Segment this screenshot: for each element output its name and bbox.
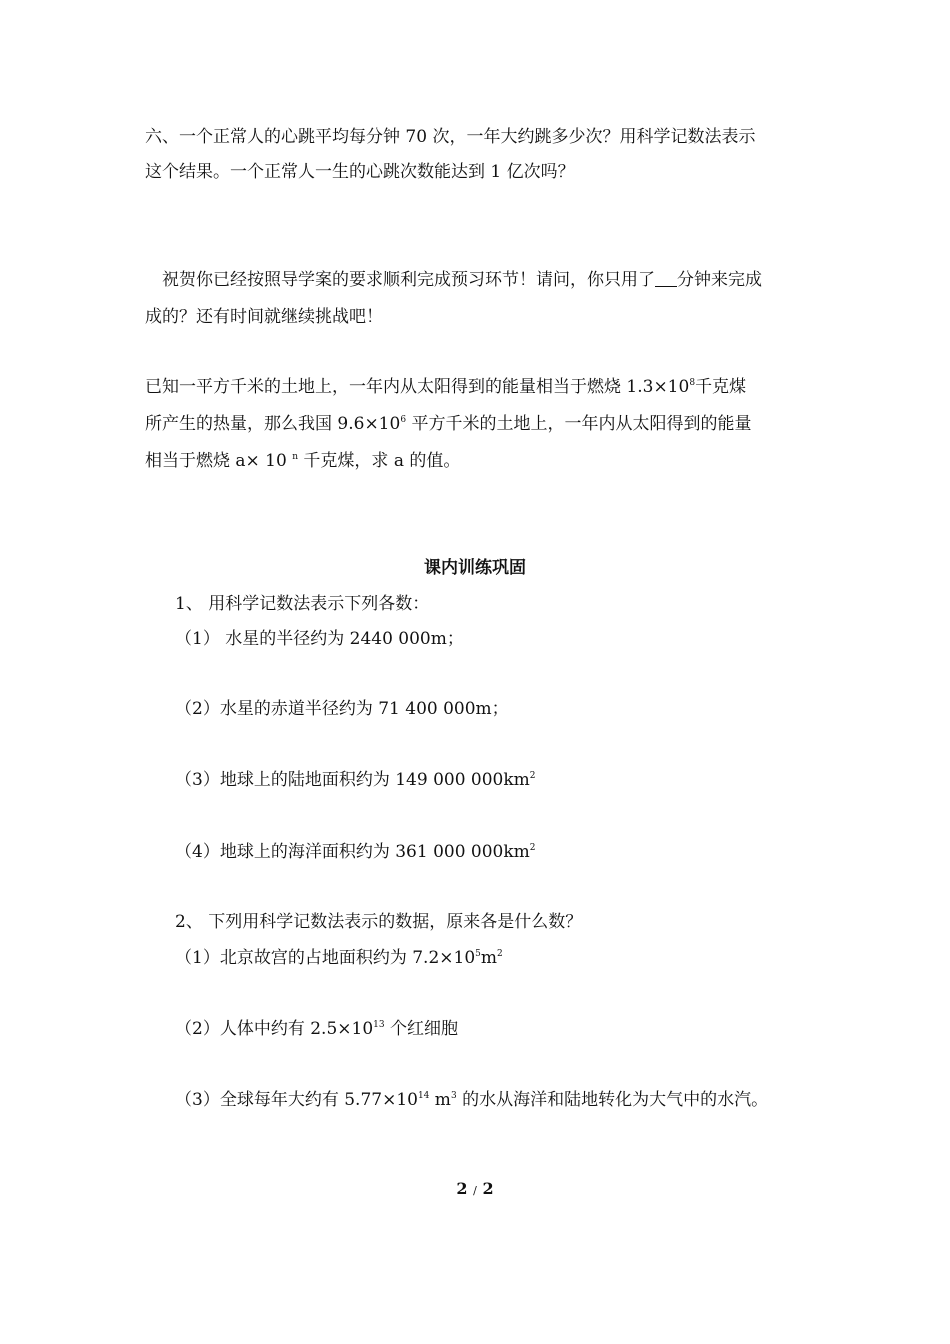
unit: m bbox=[480, 948, 497, 968]
q6-line-1: 六、一个正常人的心跳平均每分钟 70 次，一年大约跳多少次？用科学记数法表示 bbox=[145, 127, 756, 147]
challenge-line-2 bbox=[145, 412, 751, 436]
exponent: 2 bbox=[529, 771, 536, 781]
congrats-line-1 bbox=[162, 268, 762, 292]
q1-item-1 bbox=[175, 627, 464, 651]
challenge-l3-text: 相当于燃烧 a× 10 bbox=[145, 451, 293, 471]
q1-item-2 bbox=[175, 697, 509, 721]
q1-item-4-text: （4）地球上的海洋面积约为 361 000 000km bbox=[175, 842, 530, 862]
exponent: 2 bbox=[497, 949, 503, 959]
q2-item-3-text: （3）全球每年大约有 5.77×10 bbox=[175, 1090, 418, 1110]
q1-item-1-text: （1） 水星的半径约为 2440 000m； bbox=[175, 629, 464, 649]
challenge-l2-text: 所产生的热量，那么我国 9.6×10 bbox=[145, 414, 401, 434]
minutes-blank bbox=[655, 268, 677, 287]
q2-title: 2、 下列用科学记数法表示的数据，原来各是什么数？ bbox=[175, 912, 583, 932]
page-total: 2 bbox=[482, 1179, 494, 1198]
exponent: 2 bbox=[529, 843, 536, 853]
q2-item-1 bbox=[175, 946, 503, 970]
exponent: 13 bbox=[373, 1020, 385, 1030]
section-title: 课内训练巩固 bbox=[424, 558, 526, 578]
q2-item-3-tail: 的水从海洋和陆地转化为大气中的水汽。 bbox=[456, 1090, 769, 1110]
exponent: n bbox=[292, 452, 299, 462]
q2-item-2-text: （2）人体中约有 2.5×10 bbox=[175, 1019, 374, 1039]
q1-item-2-text: （2）水星的赤道半径约为 71 400 000m； bbox=[175, 699, 509, 719]
exponent: 8 bbox=[689, 378, 696, 388]
page-number bbox=[0, 1178, 950, 1202]
exponent: 5 bbox=[475, 949, 481, 959]
challenge-l1-text: 已知一平方千米的土地上，一年内从太阳得到的能量相当于燃烧 1.3×10 bbox=[145, 377, 690, 397]
challenge-line-1 bbox=[145, 375, 746, 399]
congrats-line-2: 成的？还有时间就继续挑战吧！ bbox=[145, 307, 383, 327]
q1-item-3 bbox=[175, 768, 536, 792]
exponent: 14 bbox=[417, 1091, 430, 1101]
exponent: 3 bbox=[450, 1091, 457, 1101]
exponent: 6 bbox=[400, 415, 407, 425]
q2-item-3 bbox=[175, 1088, 768, 1112]
q2-item-2 bbox=[175, 1017, 458, 1041]
q6-line-2: 这个结果。一个正常人一生的心跳次数能达到 1 亿次吗？ bbox=[145, 162, 575, 182]
q2-item-2-tail: 个红细胞 bbox=[384, 1019, 458, 1039]
challenge-line-3 bbox=[145, 449, 460, 473]
q1-item-3-text: （3）地球上的陆地面积约为 149 000 000km bbox=[175, 770, 530, 790]
q1-title: 1、 用科学记数法表示下列各数： bbox=[175, 594, 430, 614]
challenge-l1-tail: 千克煤 bbox=[695, 377, 747, 397]
q2-item-1-text: （1）北京故宫的占地面积约为 7.2×10 bbox=[175, 948, 476, 968]
q1-item-4 bbox=[175, 840, 536, 864]
page-slash: / bbox=[473, 1184, 477, 1197]
congrats-text-pre: 祝贺你已经按照导学案的要求顺利完成预习环节！请问，你只用了 bbox=[162, 270, 655, 290]
unit: m bbox=[429, 1090, 451, 1110]
challenge-l3-tail: 千克煤，求 a 的值。 bbox=[298, 451, 461, 471]
challenge-l2-tail: 平方千米的土地上，一年内从太阳得到的能量 bbox=[406, 414, 752, 434]
congrats-text-post: 分钟来完成 bbox=[677, 270, 762, 290]
page-current: 2 bbox=[456, 1179, 468, 1198]
